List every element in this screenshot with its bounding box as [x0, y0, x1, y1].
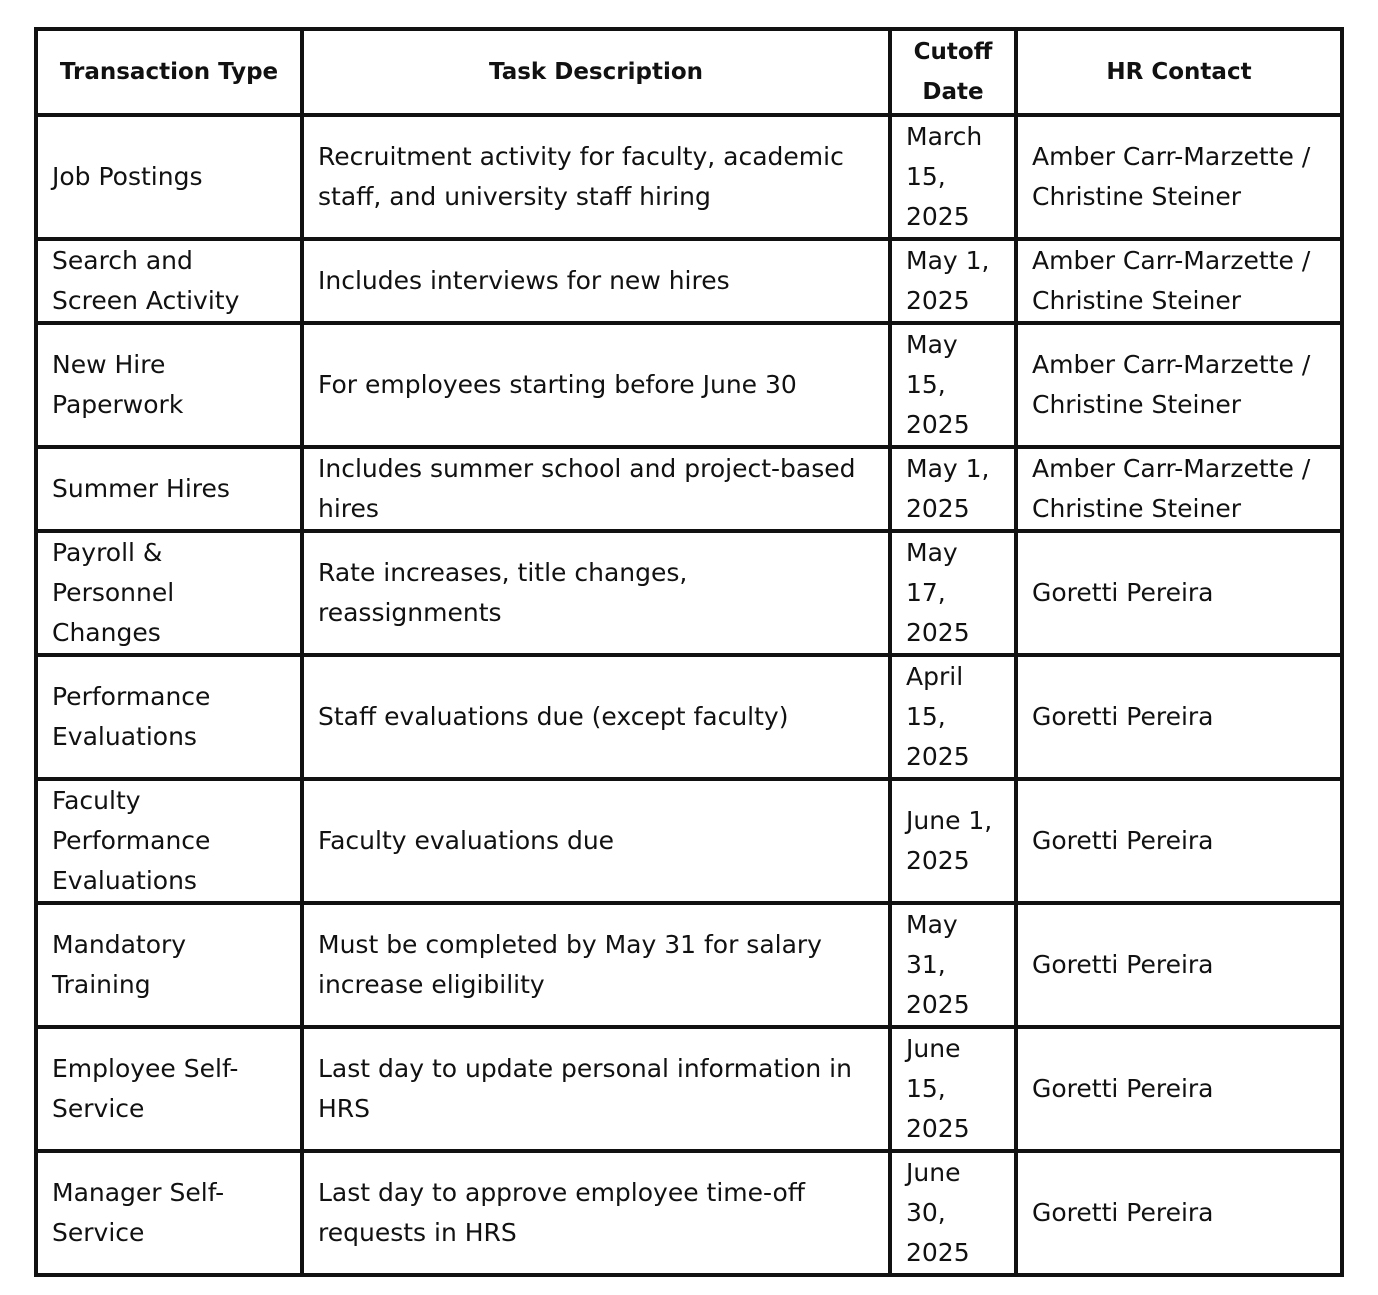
header-transaction-type: Transaction Type	[36, 29, 302, 115]
cell-transaction-type: Faculty Performance Evaluations	[36, 779, 302, 903]
cell-task-description: Last day to approve employee time-off requests in HRS	[302, 1151, 890, 1275]
table-row	[36, 447, 1342, 531]
cell-task-description: Recruitment activity for faculty, academic staff, and university staff hiring	[302, 115, 890, 239]
cell-hr-contact: Goretti Pereira	[1016, 531, 1342, 655]
cell-transaction-type: Mandatory Training	[36, 903, 302, 1027]
cell-transaction-type: Performance Evaluations	[36, 655, 302, 779]
table-header-row	[36, 29, 1342, 115]
cell-hr-contact: Goretti Pereira	[1016, 903, 1342, 1027]
cell-cutoff-date: June 15, 2025	[890, 1027, 1016, 1151]
cell-cutoff-date: May 17, 2025	[890, 531, 1016, 655]
cell-hr-contact: Goretti Pereira	[1016, 1151, 1342, 1275]
cell-task-description: Must be completed by May 31 for salary increase eligibility	[302, 903, 890, 1027]
cell-hr-contact: Goretti Pereira	[1016, 779, 1342, 903]
cell-task-description: Includes interviews for new hires	[302, 239, 890, 323]
cell-task-description: For employees starting before June 30	[302, 323, 890, 447]
table-row	[36, 239, 1342, 323]
cell-cutoff-date: March 15, 2025	[890, 115, 1016, 239]
cell-task-description: Last day to update personal information in HRS	[302, 1027, 890, 1151]
cell-task-description: Faculty evaluations due	[302, 779, 890, 903]
header-task-description: Task Description	[302, 29, 890, 115]
cell-transaction-type: Employee Self-Service	[36, 1027, 302, 1151]
table-row	[36, 115, 1342, 239]
cell-cutoff-date: May 31, 2025	[890, 903, 1016, 1027]
cell-task-description: Rate increases, title changes, reassignments	[302, 531, 890, 655]
header-cutoff-date: Cutoff Date	[890, 29, 1016, 115]
cell-task-description: Staff evaluations due (except faculty)	[302, 655, 890, 779]
table-row	[36, 903, 1342, 1027]
cell-hr-contact: Amber Carr-Marzette / Christine Steiner	[1016, 239, 1342, 323]
cell-hr-contact: Amber Carr-Marzette / Christine Steiner	[1016, 115, 1342, 239]
cell-hr-contact: Amber Carr-Marzette / Christine Steiner	[1016, 323, 1342, 447]
cell-transaction-type: Job Postings	[36, 115, 302, 239]
cell-transaction-type: Payroll & Personnel Changes	[36, 531, 302, 655]
cell-cutoff-date: May 1, 2025	[890, 447, 1016, 531]
cell-cutoff-date: June 1, 2025	[890, 779, 1016, 903]
cell-cutoff-date: May 15, 2025	[890, 323, 1016, 447]
cell-cutoff-date: May 1, 2025	[890, 239, 1016, 323]
table-row	[36, 655, 1342, 779]
cell-hr-contact: Goretti Pereira	[1016, 1027, 1342, 1151]
table-row	[36, 1151, 1342, 1275]
cell-transaction-type: Manager Self-Service	[36, 1151, 302, 1275]
cell-hr-contact: Amber Carr-Marzette / Christine Steiner	[1016, 447, 1342, 531]
header-hr-contact: HR Contact	[1016, 29, 1342, 115]
cell-hr-contact: Goretti Pereira	[1016, 655, 1342, 779]
cell-transaction-type: Search and Screen Activity	[36, 239, 302, 323]
table-row	[36, 779, 1342, 903]
table-row	[36, 1027, 1342, 1151]
cell-transaction-type: Summer Hires	[36, 447, 302, 531]
cell-cutoff-date: June 30, 2025	[890, 1151, 1016, 1275]
cell-cutoff-date: April 15, 2025	[890, 655, 1016, 779]
table-row	[36, 323, 1342, 447]
hr-deadlines-table	[34, 27, 1344, 1277]
cell-transaction-type: New Hire Paperwork	[36, 323, 302, 447]
cell-task-description: Includes summer school and project-based hires	[302, 447, 890, 531]
table-row	[36, 531, 1342, 655]
